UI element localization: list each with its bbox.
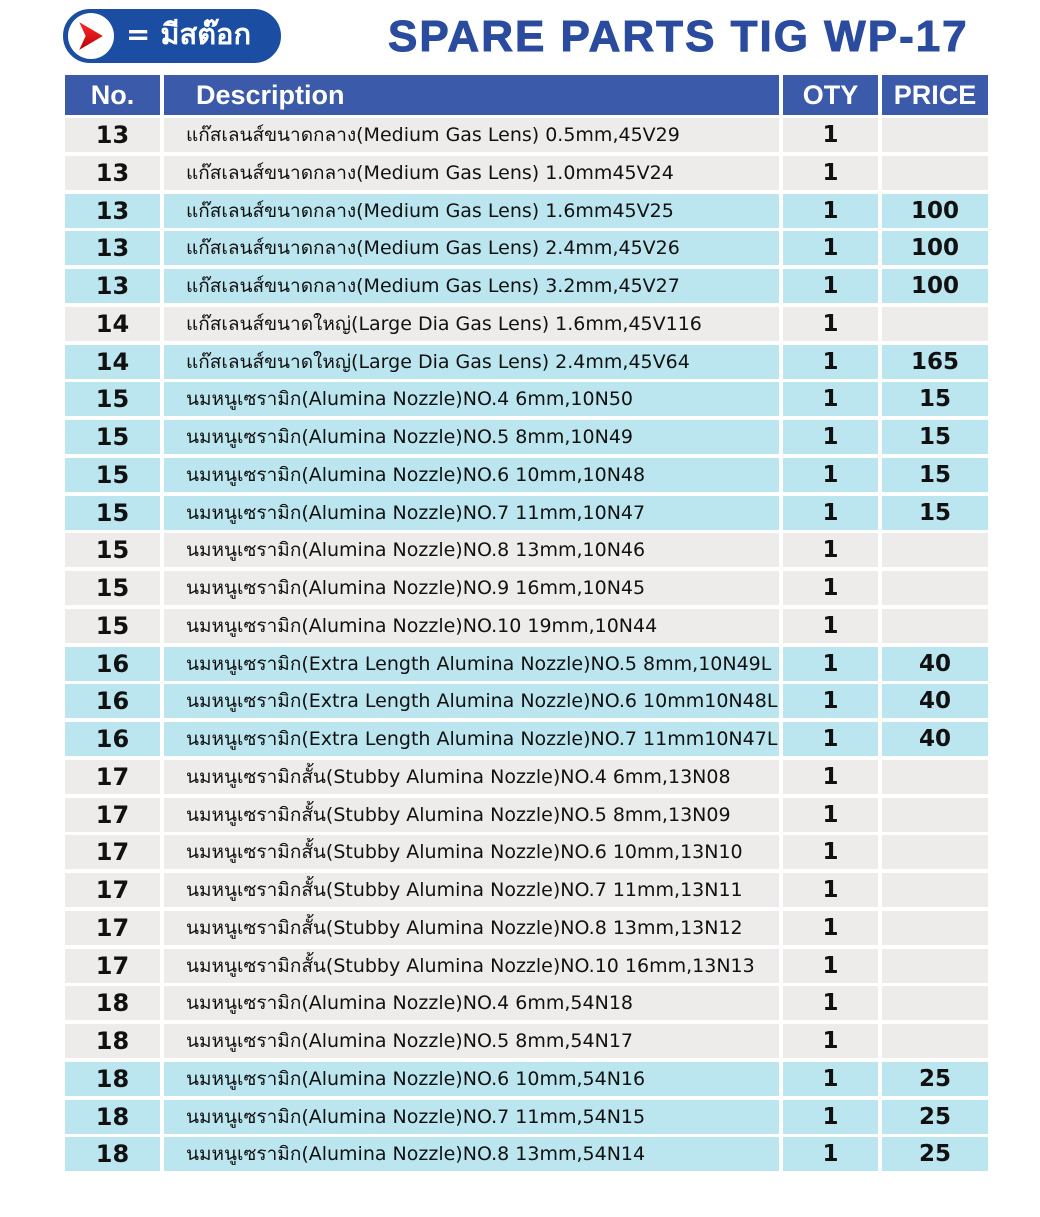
in-stock-arrow-icon	[35, 650, 59, 678]
cell-description: นมหนูเซรามิก(Alumina Nozzle)NO.6 10mm,54N16	[164, 1062, 779, 1096]
cell-qty: 1	[783, 194, 878, 228]
cell-no: 16	[65, 647, 160, 681]
table-row	[65, 458, 988, 492]
table-row	[65, 911, 988, 945]
cell-description: นมหนูเซรามิก(Alumina Nozzle)NO.4 6mm,54N18	[164, 986, 779, 1020]
cell-price: 15	[882, 382, 988, 416]
stock-arrow-icon	[76, 21, 106, 51]
table-row	[65, 949, 988, 983]
cell-no: 14	[65, 345, 160, 379]
table-row	[65, 345, 988, 379]
table-row	[65, 798, 988, 832]
cell-description: นมหนูเซรามิก(Extra Length Alumina Nozzle)NO.6 10mm10N48L	[164, 684, 779, 718]
cell-price: 40	[882, 722, 988, 756]
cell-description: นมหนูเซรามิกสั้น(Stubby Alumina Nozzle)NO.8 13mm,13N12	[164, 911, 779, 945]
cell-no: 18	[65, 1062, 160, 1096]
cell-description: แก๊สเลนส์ขนาดกลาง(Medium Gas Lens) 1.0mm45V24	[164, 156, 779, 190]
cell-description: นมหนูเซรามิกสั้น(Stubby Alumina Nozzle)NO.6 10mm,13N10	[164, 835, 779, 869]
cell-no: 15	[65, 458, 160, 492]
cell-description: นมหนูเซรามิก(Alumina Nozzle)NO.4 6mm,10N50	[164, 382, 779, 416]
in-stock-arrow-icon	[35, 385, 59, 413]
cell-description: แก๊สเลนส์ขนาดใหญ่(Large Dia Gas Lens) 2.4mm,45V64	[164, 345, 779, 379]
cell-price	[882, 949, 988, 983]
cell-no: 13	[65, 118, 160, 152]
cell-price: 15	[882, 458, 988, 492]
table-row	[65, 835, 988, 869]
cell-description: แก๊สเลนส์ขนาดกลาง(Medium Gas Lens) 3.2mm,45V27	[164, 269, 779, 303]
cell-price: 40	[882, 684, 988, 718]
cell-price: 25	[882, 1062, 988, 1096]
cell-no: 13	[65, 194, 160, 228]
cell-description: แก๊สเลนส์ขนาดกลาง(Medium Gas Lens) 2.4mm,45V26	[164, 231, 779, 265]
cell-qty: 1	[783, 231, 878, 265]
cell-qty: 1	[783, 1100, 878, 1134]
cell-qty: 1	[783, 647, 878, 681]
table-row	[65, 194, 988, 228]
table-row	[65, 873, 988, 907]
table-row	[65, 1024, 988, 1058]
in-stock-arrow-icon	[35, 725, 59, 753]
in-stock-arrow-icon	[35, 1140, 59, 1168]
cell-qty: 1	[783, 835, 878, 869]
cell-no: 17	[65, 798, 160, 832]
cell-no: 15	[65, 571, 160, 605]
cell-price: 100	[882, 269, 988, 303]
table-row	[65, 986, 988, 1020]
cell-price	[882, 571, 988, 605]
cell-price	[882, 533, 988, 567]
table-row	[65, 496, 988, 530]
cell-price	[882, 156, 988, 190]
in-stock-arrow-icon	[35, 1065, 59, 1093]
cell-description: นมหนูเซรามิกสั้น(Stubby Alumina Nozzle)NO.10 16mm,13N13	[164, 949, 779, 983]
stock-legend-label: = มีสต๊อก	[126, 16, 252, 51]
cell-price: 25	[882, 1100, 988, 1134]
cell-no: 17	[65, 873, 160, 907]
cell-no: 14	[65, 307, 160, 341]
cell-qty: 1	[783, 986, 878, 1020]
table-header-row	[65, 75, 988, 115]
cell-no: 17	[65, 835, 160, 869]
spare-parts-table	[65, 75, 988, 1171]
cell-no: 13	[65, 231, 160, 265]
cell-price	[882, 307, 988, 341]
table-row	[65, 1137, 988, 1171]
table-row	[65, 1100, 988, 1134]
cell-qty: 1	[783, 684, 878, 718]
page-header	[0, 0, 1040, 75]
cell-price	[882, 798, 988, 832]
cell-price	[882, 911, 988, 945]
table-row	[65, 533, 988, 567]
in-stock-arrow-icon	[35, 272, 59, 300]
column-header-qty: OTY	[783, 75, 878, 115]
cell-no: 15	[65, 609, 160, 643]
cell-qty: 1	[783, 420, 878, 454]
table-row	[65, 420, 988, 454]
badge-circle	[68, 13, 114, 59]
in-stock-arrow-icon	[35, 499, 59, 527]
table-row	[65, 760, 988, 794]
cell-qty: 1	[783, 156, 878, 190]
cell-no: 18	[65, 986, 160, 1020]
cell-qty: 1	[783, 571, 878, 605]
cell-price: 15	[882, 420, 988, 454]
cell-no: 18	[65, 1024, 160, 1058]
cell-price	[882, 873, 988, 907]
cell-no: 17	[65, 949, 160, 983]
cell-qty: 1	[783, 873, 878, 907]
cell-qty: 1	[783, 1062, 878, 1096]
cell-price: 165	[882, 345, 988, 379]
cell-no: 13	[65, 269, 160, 303]
cell-qty: 1	[783, 496, 878, 530]
cell-description: นมหนูเซรามิก(Alumina Nozzle)NO.7 11mm,54N15	[164, 1100, 779, 1134]
cell-qty: 1	[783, 345, 878, 379]
cell-description: นมหนูเซรามิก(Alumina Nozzle)NO.10 19mm,10N44	[164, 609, 779, 643]
in-stock-arrow-icon	[35, 234, 59, 262]
table-row	[65, 307, 988, 341]
cell-qty: 1	[783, 307, 878, 341]
cell-qty: 1	[783, 609, 878, 643]
table-row	[65, 231, 988, 265]
cell-price	[882, 760, 988, 794]
cell-price: 25	[882, 1137, 988, 1171]
table-row	[65, 156, 988, 190]
in-stock-arrow-icon	[35, 348, 59, 376]
cell-qty: 1	[783, 269, 878, 303]
cell-description: นมหนูเซรามิก(Alumina Nozzle)NO.8 13mm,54N14	[164, 1137, 779, 1171]
cell-no: 16	[65, 684, 160, 718]
table-row	[65, 1062, 988, 1096]
table-row	[65, 722, 988, 756]
cell-qty: 1	[783, 760, 878, 794]
cell-price	[882, 986, 988, 1020]
cell-price: 40	[882, 647, 988, 681]
in-stock-arrow-icon	[35, 687, 59, 715]
page-title: SPARE PARTS TIG WP-17	[388, 12, 969, 61]
cell-qty: 1	[783, 1024, 878, 1058]
cell-qty: 1	[783, 798, 878, 832]
table-row	[65, 269, 988, 303]
cell-qty: 1	[783, 1137, 878, 1171]
cell-no: 17	[65, 760, 160, 794]
column-header-price: PRICE	[882, 75, 988, 115]
cell-no: 18	[65, 1137, 160, 1171]
cell-no: 13	[65, 156, 160, 190]
cell-description: นมหนูเซรามิก(Alumina Nozzle)NO.5 8mm,54N17	[164, 1024, 779, 1058]
cell-description: นมหนูเซรามิก(Alumina Nozzle)NO.6 10mm,10N48	[164, 458, 779, 492]
column-header-no: No.	[65, 75, 160, 115]
cell-price	[882, 118, 988, 152]
cell-price	[882, 1024, 988, 1058]
cell-price	[882, 835, 988, 869]
cell-qty: 1	[783, 458, 878, 492]
cell-no: 15	[65, 496, 160, 530]
cell-description: นมหนูเซรามิกสั้น(Stubby Alumina Nozzle)NO.4 6mm,13N08	[164, 760, 779, 794]
cell-description: แก๊สเลนส์ขนาดใหญ่(Large Dia Gas Lens) 1.6mm,45V116	[164, 307, 779, 341]
cell-price	[882, 609, 988, 643]
table-row	[65, 382, 988, 416]
cell-description: นมหนูเซรามิก(Alumina Nozzle)NO.5 8mm,10N49	[164, 420, 779, 454]
cell-no: 18	[65, 1100, 160, 1134]
column-header-description: Description	[164, 75, 779, 115]
cell-no: 15	[65, 420, 160, 454]
in-stock-arrow-icon	[35, 461, 59, 489]
cell-no: 17	[65, 911, 160, 945]
cell-description: แก๊สเลนส์ขนาดกลาง(Medium Gas Lens) 1.6mm45V25	[164, 194, 779, 228]
cell-no: 15	[65, 533, 160, 567]
cell-no: 15	[65, 382, 160, 416]
cell-qty: 1	[783, 911, 878, 945]
table-row	[65, 609, 988, 643]
stock-legend-badge	[63, 9, 281, 63]
cell-no: 16	[65, 722, 160, 756]
in-stock-arrow-icon	[35, 197, 59, 225]
cell-description: แก๊สเลนส์ขนาดกลาง(Medium Gas Lens) 0.5mm,45V29	[164, 118, 779, 152]
cell-qty: 1	[783, 382, 878, 416]
table-row	[65, 118, 988, 152]
in-stock-arrow-icon	[35, 1103, 59, 1131]
cell-price: 100	[882, 231, 988, 265]
cell-price: 15	[882, 496, 988, 530]
cell-price: 100	[882, 194, 988, 228]
cell-qty: 1	[783, 722, 878, 756]
cell-qty: 1	[783, 533, 878, 567]
cell-qty: 1	[783, 949, 878, 983]
cell-description: นมหนูเซรามิกสั้น(Stubby Alumina Nozzle)NO.5 8mm,13N09	[164, 798, 779, 832]
cell-description: นมหนูเซรามิก(Extra Length Alumina Nozzle)NO.5 8mm,10N49L	[164, 647, 779, 681]
cell-qty: 1	[783, 118, 878, 152]
in-stock-arrow-icon	[35, 423, 59, 451]
table-row	[65, 571, 988, 605]
cell-description: นมหนูเซรามิก(Alumina Nozzle)NO.9 16mm,10N45	[164, 571, 779, 605]
table-body	[65, 118, 988, 1171]
table-row	[65, 647, 988, 681]
cell-description: นมหนูเซรามิกสั้น(Stubby Alumina Nozzle)NO.7 11mm,13N11	[164, 873, 779, 907]
cell-description: นมหนูเซรามิก(Extra Length Alumina Nozzle)NO.7 11mm10N47L	[164, 722, 779, 756]
table-row	[65, 684, 988, 718]
cell-description: นมหนูเซรามิก(Alumina Nozzle)NO.8 13mm,10N46	[164, 533, 779, 567]
cell-description: นมหนูเซรามิก(Alumina Nozzle)NO.7 11mm,10N47	[164, 496, 779, 530]
